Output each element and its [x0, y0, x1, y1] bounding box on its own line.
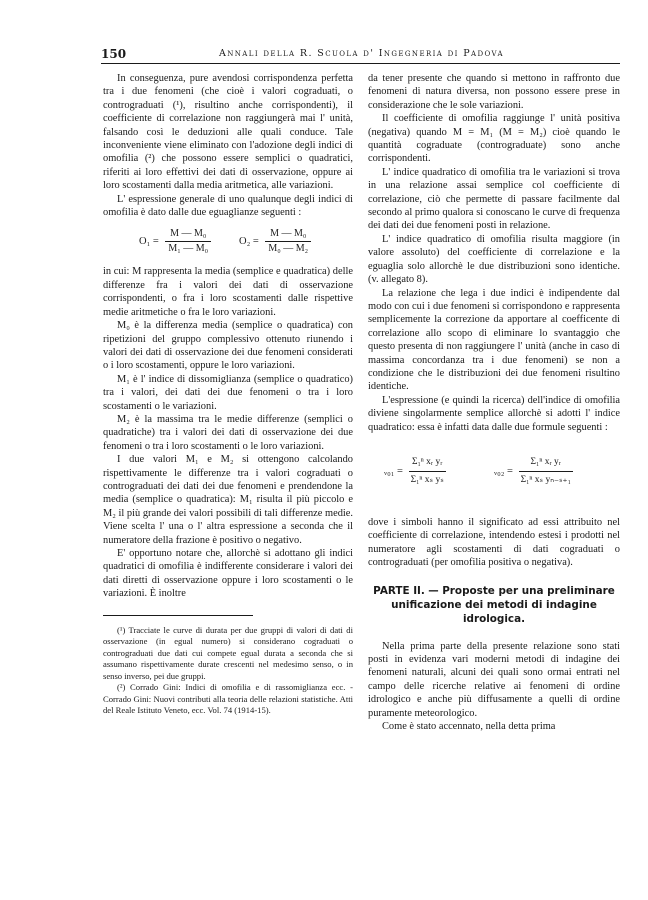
paragraph: in cui: M rappresenta la media (semplice e quadratica) delle differenze fra i valori dei dati di osservazione corrispondenti, o fra i loro scostamenti dalle rispettive medie aritmetiche o fra le loro variazioni.	[103, 266, 353, 318]
footnote: (²) Corrado Gini: Indici di omofilia e di rassomiglianza ecc. - Corrado Gini: Nuovi contributi alla teoria delle relazioni statistiche. Atti del Reale Istituto Veneto, ecc. Vol. 74 (1914-15).	[103, 682, 353, 716]
paragraph: Nella prima parte della presente relazione sono stati posti in evidenza vari moderni metodi di indagine dei fenomeni naturali, alcuni dei quali sono ormai entrati nel campo delle ricerche relative ai fenomeni di ordine idrologico e anche più diffusamente a quelli di ordine puramente meteorologico.	[368, 640, 620, 719]
formula-v01-lhs: ᵥ₀₁ =	[384, 466, 403, 478]
right-column	[368, 72, 620, 733]
formula-v02-numerator: Σ₁ⁿ xᵣ yᵣ	[519, 456, 573, 472]
quadratic-formulas	[368, 444, 620, 506]
paragraph: L' indice quadratico di omofilia risulta maggiore (in valore assoluto) del coefficiente di correlazione e la eguaglia solo allorchè le due distribuzioni sono identiche. (v. allegato 8).	[368, 233, 620, 286]
formula-o2	[239, 227, 311, 255]
footnote: (¹) Tracciate le curve di durata per due gruppi di valori di dati di osservazione (in egual numero) si considerano cograduati o contrograduati due dati cui compete egual durata a seconda che si assumano rispettivamente durate crescenti nel medesimo senso, o in senso inverso, pei due gruppi.	[103, 624, 353, 681]
paragraph: M₁ è l' indice di dissomiglianza (semplice o quadratico) tra i valori, dei dati dei due fenomeni o tra i loro scostamenti o le variazioni.	[103, 373, 353, 412]
footnote-separator	[103, 615, 253, 617]
left-column	[103, 72, 353, 717]
formula-o1-fraction	[165, 227, 211, 255]
paragraph: M₀ è la differenza media (semplice o quadratica) con ripetizioni del gruppo complessivo ottenuto riunendo i valori dei dati di osservazione dei due fenomeni considerati o i loro scostamenti, oppure le loro variazioni.	[103, 320, 353, 372]
paragraph: L' espressione generale di uno qualunque degli indici di omofilia è dato dalle due eguaglianze seguenti :	[103, 193, 353, 219]
running-head: Annali della R. Scuola d' Ingegneria di Padova	[219, 48, 504, 59]
header-rule	[101, 63, 620, 64]
paragraph: In conseguenza, pure avendosi corrispondenza perfetta tra i due fenomeni (che cioè i valori cograduati, o contrograduati (¹), risultino anche corrispondenti), il coefficiente di correlazione non raggiungerà mai l' unità, falsando così le deduzioni alle quali conduce. Tale inconveniente viene eliminato con l'adozione degli indici di omofilia (²) che possono essere semplici o quadratici, riferiti ai loro effettivi dei dati di osservazione, oppure ai loro scostamenti dalla media aritmetica, alle variazioni.	[103, 73, 353, 192]
paragraph: I due valori M₁ e M₂ si ottengono calcolando rispettivamente le differenze tra i valori cograduati o contrograduati dei dati dei due fenomeni e prendendone la media (semplice o quadratica): M₁ risulta il più piccolo e M₂ il più grande dei valori possibili di tali differenze medie. Viene scelta l' una o l' altra espressione a seconda che il numeratore della frazione è positivo o negativo.	[103, 454, 353, 546]
part-title: — Proposte per una preliminare unificazione dei metodi di indagine idrologica.	[391, 584, 615, 625]
paragraph: E' opportuno notare che, allorchè si adottano gli indici quadratici di omofilia è indifferente considerare i valori dei dati diretti di osservazione oppure i loro scostamenti o le variazioni. È inoltre	[103, 548, 353, 600]
page-header	[101, 47, 620, 63]
part-number: PARTE II.	[373, 584, 425, 597]
paragraph: Il coefficiente di omofilia raggiunge l' unità positiva (negativa) quando M = M₁ (M = M₂) cioè quando le quantità cograduate (contrograduate) sono anche corrispondenti.	[368, 113, 620, 165]
formula-o2-lhs: O₂ =	[239, 235, 259, 247]
formula-o2-numerator: M — M₀	[265, 227, 311, 241]
formula-o1-lhs: O₁ =	[139, 235, 159, 247]
paragraph: M₂ è la massima tra le medie differenze (semplici o quadratiche) tra i valori dei dati di osservazione dei due fenomeni o tra i loro scostamenti o le loro variazioni.	[103, 413, 353, 452]
paragraph: L'espressione (e quindi la ricerca) dell'indice di omofilia diviene singolarmente semplice allorchè si adotti l' indice quadratico: essa è infatti data dalle due formule seguenti :	[368, 394, 620, 433]
formula-v01-numerator: Σ₁ⁿ xᵣ yᵣ	[409, 456, 446, 472]
paragraph: dove i simboli hanno il significato ad essi attribuito nel coefficiente di correlazione, intendendo estesi i prodotti nel numeratore agli scostamenti di dati cograduati o contrograduati (per omofilia positiva o negativa).	[368, 516, 620, 569]
formula-o2-denominator: M₀ — M₂	[268, 242, 309, 254]
page-number: 150	[101, 47, 127, 61]
paragraph: La relazione che lega i due indici è indipendente dal modo con cui i due fenomeni si corrispondono e rappresenta semplicemente la correzione da apportare al coefficente di correlazione allo scopo di eliminare lo svantaggio che questo presenta di non raggiungere l' unità (anche in caso di massima concordanza tra i due fenomeni) se non a condizione che le distribuzioni dei due fenomeni risultino identiche.	[368, 287, 620, 393]
formula-v02-fraction	[519, 456, 573, 488]
formula-v02-lhs: ᵥ₀₂ =	[494, 466, 513, 478]
formula-v02-denominator: Σ₁ⁿ xₛ yₙ₋ₛ₊₁	[520, 475, 571, 486]
formula-v01-fraction	[409, 456, 446, 488]
formula-o2-fraction	[265, 227, 311, 255]
formula-v01-denominator: Σ₁ⁿ xₛ yₛ	[410, 475, 444, 486]
paragraph: da tener presente che quando si mettono in raffronto due fenomeni di natura diversa, non possono essere prese in considerazione che le sole variazioni.	[368, 73, 620, 111]
formula-o1	[139, 227, 211, 255]
part-heading	[368, 584, 620, 626]
omofilia-formula	[103, 227, 353, 257]
formula-v01	[384, 456, 446, 488]
footnotes	[103, 625, 353, 717]
formula-v02	[494, 456, 573, 488]
formula-o1-numerator: M — M₀	[165, 227, 211, 241]
formula-o1-denominator: M₁ — M₀	[168, 242, 209, 254]
paragraph: L' indice quadratico di omofilia tra le variazioni si trova in una relazione assai semplice col coefficiente di correlazione, ciò che permette di passare facilmente dal secondo al primo qualora si conoscano le curve di frequenza dei dati dei due fenomeni posti in relazione.	[368, 166, 620, 232]
paragraph: Come è stato accennato, nella detta prima	[382, 721, 556, 733]
